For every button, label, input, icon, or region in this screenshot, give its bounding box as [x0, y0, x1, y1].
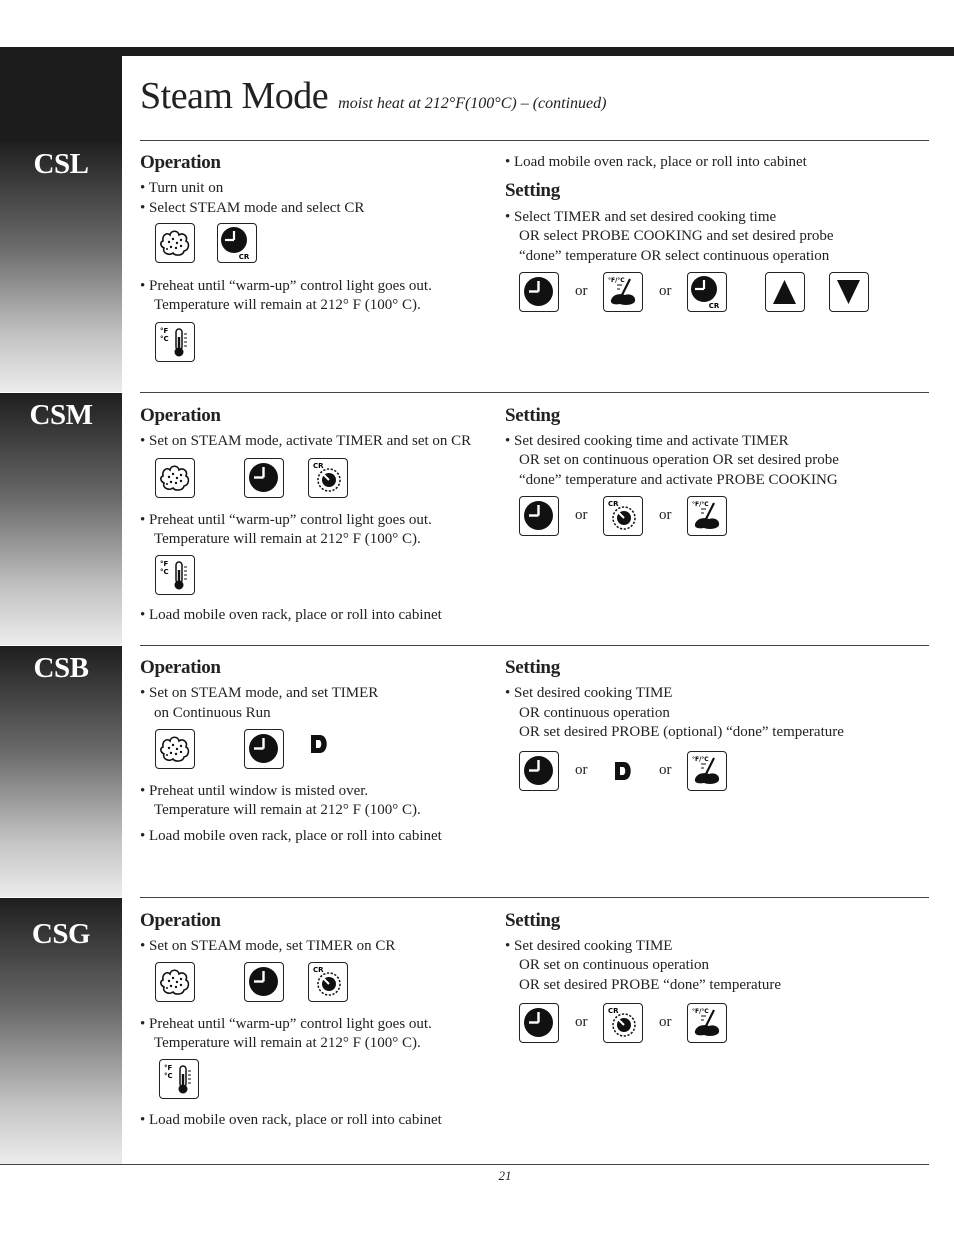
or-label: or	[659, 1014, 672, 1030]
triangle-up-icon	[766, 273, 803, 310]
cr-label: CR	[313, 966, 324, 974]
or-label: or	[575, 507, 588, 523]
continuous-d-icon[interactable]	[613, 760, 635, 782]
csb-set-probe: OR set desired PROBE (optional) “done” temperature	[519, 724, 844, 740]
probe-label: °F/°C	[692, 1008, 709, 1015]
probe-icon	[604, 273, 641, 310]
page-number: 21	[498, 1168, 512, 1183]
setting-heading: Setting	[505, 910, 560, 931]
setting-heading: Setting	[505, 405, 560, 426]
timer-cr-button[interactable]	[217, 223, 257, 263]
left-header-block	[0, 47, 122, 141]
csg-op-load-rack: • Load mobile oven rack, place or roll into cabinet	[140, 1112, 442, 1128]
timer-button[interactable]	[244, 729, 284, 769]
thermometer-icon	[156, 323, 193, 360]
steam-icon	[156, 963, 193, 1000]
csl-set-timer: • Select TIMER and set desired cooking time	[505, 209, 777, 225]
page-title	[140, 74, 606, 118]
csb-op-continuous-run: on Continuous Run	[154, 705, 271, 721]
timer-button[interactable]	[244, 458, 284, 498]
temperature-button[interactable]	[155, 322, 195, 362]
steam-icon	[156, 224, 193, 261]
timer-button[interactable]	[519, 496, 559, 536]
timer-icon	[520, 497, 557, 534]
csm-op-preheat: • Preheat until “warm-up” control light goes out.	[140, 512, 432, 528]
csm-set-continuous: OR set on continuous operation OR set desired probe	[519, 452, 839, 468]
csl-op-select-steam: • Select STEAM mode and select CR	[140, 200, 365, 216]
celsius-label: °C	[160, 568, 169, 576]
operation-heading: Operation	[140, 910, 221, 931]
cr-label: CR	[608, 1007, 619, 1015]
cr-label: CR	[608, 500, 619, 508]
probe-icon	[688, 752, 725, 789]
csl-set-load-rack: • Load mobile oven rack, place or roll into cabinet	[505, 154, 807, 170]
steam-icon	[156, 459, 193, 496]
timer-cr-icon	[218, 224, 255, 261]
csb-set-time: • Set desired cooking TIME	[505, 685, 673, 701]
timer-icon	[245, 963, 282, 1000]
triangle-down-icon	[830, 273, 867, 310]
top-bar	[0, 47, 954, 56]
divider	[140, 140, 929, 141]
timer-icon	[245, 730, 282, 767]
steam-button[interactable]	[155, 962, 195, 1002]
csb-set-continuous: OR continuous operation	[519, 705, 670, 721]
fahrenheit-label: °F	[164, 1064, 173, 1072]
or-label: or	[659, 507, 672, 523]
csm-op-set-steam: • Set on STEAM mode, activate TIMER and set on CR	[140, 433, 472, 449]
setting-heading: Setting	[505, 180, 560, 201]
csl-op-temperature: Temperature will remain at 212° F (100° C).	[154, 297, 421, 313]
cr-label: CR	[238, 253, 250, 261]
timer-cr-button[interactable]	[687, 272, 727, 312]
title-main: Steam Mode	[140, 75, 329, 117]
cr-dial-icon	[309, 459, 346, 496]
csm-set-timer: • Set desired cooking time and activate TIMER	[505, 433, 789, 449]
csl-op-turn-on: • Turn unit on	[140, 180, 224, 196]
probe-icon	[688, 1004, 725, 1041]
tab-label-csl: CSL	[33, 148, 89, 180]
fahrenheit-label: °F	[160, 560, 169, 568]
or-label: or	[575, 283, 588, 299]
csb-op-preheat: • Preheat until window is misted over.	[140, 783, 369, 799]
cr-dial-icon	[604, 1004, 641, 1041]
cr-label: CR	[313, 462, 324, 470]
divider	[140, 392, 929, 393]
title-subtitle: moist heat at 212°F(100°C) – (continued)	[338, 95, 607, 112]
steam-button[interactable]	[155, 458, 195, 498]
temperature-button[interactable]	[155, 555, 195, 595]
cr-dial-button[interactable]	[603, 496, 643, 536]
probe-button[interactable]	[603, 272, 643, 312]
csb-op-load-rack: • Load mobile oven rack, place or roll into cabinet	[140, 828, 442, 844]
timer-icon	[520, 752, 557, 789]
csg-set-continuous: OR set on continuous operation	[519, 957, 709, 973]
timer-button[interactable]	[519, 751, 559, 791]
csb-op-temperature: Temperature will remain at 212° F (100° C).	[154, 802, 421, 818]
steam-button[interactable]	[155, 223, 195, 263]
tab-label-csm: CSM	[29, 399, 93, 431]
probe-button[interactable]	[687, 1003, 727, 1043]
divider	[140, 897, 929, 898]
operation-heading: Operation	[140, 657, 221, 678]
down-arrow-button[interactable]	[829, 272, 869, 312]
cr-label: CR	[708, 302, 720, 310]
tab-label-csg: CSG	[31, 918, 91, 950]
cr-dial-button[interactable]	[603, 1003, 643, 1043]
timer-button[interactable]	[519, 272, 559, 312]
setting-heading: Setting	[505, 657, 560, 678]
thermometer-icon	[156, 556, 193, 593]
probe-button[interactable]	[687, 496, 727, 536]
timer-cr-icon	[688, 273, 725, 310]
temperature-button[interactable]	[159, 1059, 199, 1099]
up-arrow-button[interactable]	[765, 272, 805, 312]
timer-icon	[520, 1004, 557, 1041]
timer-button[interactable]	[244, 962, 284, 1002]
divider	[140, 645, 929, 646]
cr-dial-button[interactable]	[308, 458, 348, 498]
continuous-d-icon[interactable]	[309, 733, 331, 755]
celsius-label: °C	[164, 1072, 173, 1080]
probe-label: °F/°C	[692, 756, 709, 763]
cr-dial-icon	[309, 963, 346, 1000]
probe-button[interactable]	[687, 751, 727, 791]
or-label: or	[659, 762, 672, 778]
csg-op-set-steam: • Set on STEAM mode, set TIMER on CR	[140, 938, 396, 954]
probe-label: °F/°C	[692, 501, 709, 508]
csg-op-preheat: • Preheat until “warm-up” control light goes out.	[140, 1016, 432, 1032]
csg-op-temperature: Temperature will remain at 212° F (100° C).	[154, 1035, 421, 1051]
operation-heading: Operation	[140, 152, 221, 173]
cr-dial-button[interactable]	[308, 962, 348, 1002]
csm-set-done-temp: “done” temperature and activate PROBE COOKING	[519, 472, 838, 488]
tab-label-csb: CSB	[33, 652, 89, 684]
thermometer-icon	[160, 1060, 197, 1097]
csg-set-time: • Set desired cooking TIME	[505, 938, 673, 954]
csm-op-load-rack: • Load mobile oven rack, place or roll into cabinet	[140, 607, 442, 623]
csb-op-set-steam: • Set on STEAM mode, and set TIMER	[140, 685, 379, 701]
steam-icon	[156, 730, 193, 767]
timer-button[interactable]	[519, 1003, 559, 1043]
or-label: or	[659, 283, 672, 299]
or-label: or	[575, 1014, 588, 1030]
csl-set-done-temp: “done” temperature OR select continuous operation	[519, 248, 830, 264]
csg-set-probe: OR set desired PROBE “done” temperature	[519, 977, 782, 993]
timer-icon	[520, 273, 557, 310]
probe-label: °F/°C	[608, 277, 625, 284]
footer-rule	[0, 1164, 929, 1165]
or-label: or	[575, 762, 588, 778]
csl-op-preheat: • Preheat until “warm-up” control light goes out.	[140, 278, 432, 294]
steam-button[interactable]	[155, 729, 195, 769]
cr-dial-icon	[604, 497, 641, 534]
celsius-label: °C	[160, 335, 169, 343]
fahrenheit-label: °F	[160, 327, 169, 335]
csm-op-temperature: Temperature will remain at 212° F (100° C).	[154, 531, 421, 547]
probe-icon	[688, 497, 725, 534]
operation-heading: Operation	[140, 405, 221, 426]
timer-icon	[245, 459, 282, 496]
csl-set-probe: OR select PROBE COOKING and set desired probe	[519, 228, 834, 244]
